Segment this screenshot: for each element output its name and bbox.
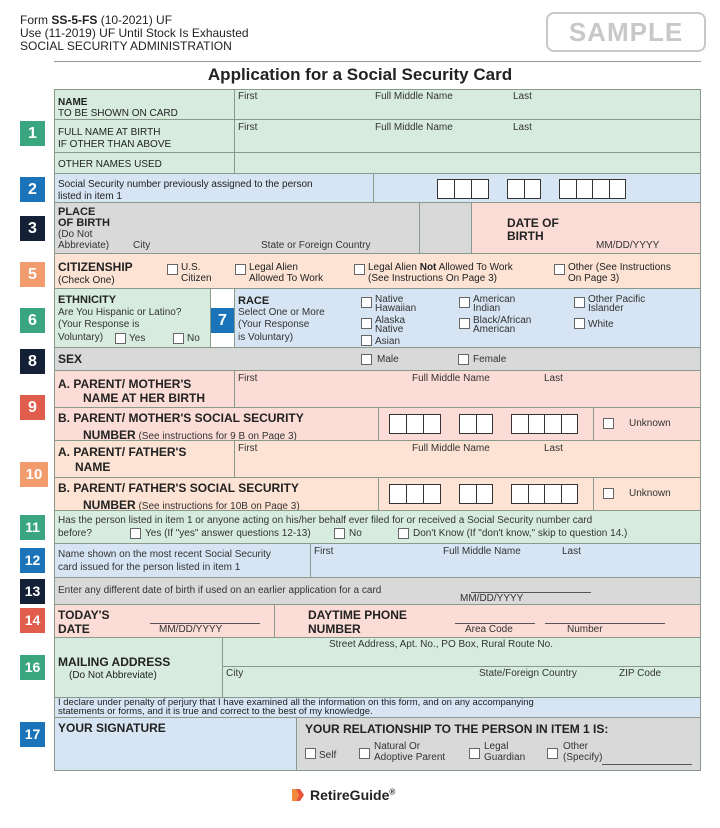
pob-city-label: City [133,240,151,251]
section-number-8: 8 [20,349,45,374]
last-label: Last [544,373,563,384]
race-american-indian-checkbox[interactable] [459,297,470,308]
hispanic-yes-checkbox[interactable] [115,333,126,344]
header-divider [54,61,701,62]
prior-no-label: No [349,528,362,539]
first-label: First [238,91,258,102]
ssn-part-1[interactable] [437,179,489,199]
ssn-part-2[interactable] [507,179,541,199]
area-code-label: Area Code [465,624,513,635]
prev-ssn-field[interactable] [373,173,701,203]
father-ssn-label-cell [54,477,379,511]
sex-row [54,347,701,371]
signature-field[interactable] [54,717,297,771]
mother-ssn-field[interactable] [378,407,701,441]
date-of-birth-field[interactable] [471,202,701,254]
legal-alien-work-checkbox[interactable] [235,264,246,275]
phone-number-label: Number [567,624,603,635]
name-label: NAME [58,97,88,108]
relationship-self-label: Self [319,750,337,761]
race-note-1: (Your Response [238,319,310,330]
prior-yes-checkbox[interactable] [130,528,141,539]
citizenship-sublabel: (Check One) [58,275,115,286]
different-dob-row[interactable] [54,577,701,605]
mother-ssn-unknown-label: Unknown [629,418,671,429]
race-instruction: Select One or More [238,307,325,318]
prev-ssn-label-cell [54,173,374,203]
street-address-field[interactable] [222,637,701,667]
name-on-card-field[interactable] [234,89,701,120]
form-title: Application for a Social Security Card [207,65,513,84]
legal-alien-no-work-checkbox[interactable] [354,264,365,275]
recent-card-name-label-1: Name shown on the most recent Social Security [58,549,271,560]
section-number-12: 12 [20,548,45,573]
relationship-self-checkbox[interactable] [305,748,316,759]
recent-card-name-field[interactable] [310,543,701,578]
street-address-label: Street Address, Apt. No., PO Box, Rural Route No. [329,639,553,650]
prior-dont-know-checkbox[interactable] [398,528,409,539]
pob-label-3: (Do Not [58,229,93,240]
relationship-parent-label-1: Natural Or [374,741,421,752]
relationship-other-label-1: Other [563,741,589,752]
sex-male-label: Male [377,354,399,365]
relationship-guardian-label-2: Guardian [484,752,526,763]
relationship-parent-checkbox[interactable] [359,748,370,759]
other-names-label-cell [54,152,235,174]
race-black-label-1: Black/African [473,315,532,326]
section-number-2: 2 [20,177,45,202]
section-number-9: 9 [20,395,45,420]
middle-label: Full Middle Name [443,546,521,557]
race-asian-label: Asian [375,336,401,347]
race-american-indian-label-1: American [473,294,516,305]
ethnicity-note-1: (Your Response is [58,319,140,330]
citizen-checkbox[interactable] [167,264,178,275]
section-number-16: 16 [20,655,45,680]
phone-label-1: DAYTIME PHONE [308,608,407,622]
mother-ssn-label-2: NUMBER (See instructions for 9 B on Page 3) [83,428,297,441]
father-ssn-field[interactable] [378,477,701,511]
father-ssn-label-1: B. PARENT/ FATHER'S SOCIAL SECURITY [58,481,299,495]
zip-label: ZIP Code [619,668,662,679]
hispanic-yes-label: Yes [129,333,146,344]
dob-format-label: MM/DD/YYYY [596,240,660,251]
prior-dont-know-label: Don't Know (If "don't know," skip to question 14.) [413,528,628,539]
race-pacific-islander-label-1: Other Pacific [588,294,646,305]
ethnicity-cell [54,288,211,348]
mailing-address-sublabel: (Do Not Abbreviate) [69,670,157,681]
race-pacific-islander-checkbox[interactable] [574,297,585,308]
city-label: City [226,668,244,679]
sample-stamp: SAMPLE [546,12,706,52]
form-id-line: Form SS-5-FS (10-2021) UF [20,13,173,27]
declaration-row [54,697,701,718]
declaration-line-1: I declare under penalty of perjury that I have examined all the information on this form, and on any accompanying [58,697,534,708]
mother-ssn-label-1: B. PARENT/ MOTHER'S SOCIAL SECURITY [58,411,304,425]
father-ssn-unknown-label: Unknown [629,488,671,499]
last-label: Last [513,122,532,133]
todays-date-format: MM/DD/YYYY [159,624,223,635]
father-ssn-part-3[interactable] [511,484,578,504]
race-asian-checkbox[interactable] [361,335,372,346]
middle-label: Full Middle Name [412,443,490,454]
sex-label: SEX [58,352,83,366]
father-ssn-unknown-checkbox[interactable] [603,488,614,499]
race-label: RACE [238,295,270,307]
different-dob-format: MM/DD/YYYY [460,593,524,604]
citizenship-label: CITIZENSHIP [58,260,133,274]
father-name-label-2: NAME [75,460,111,474]
section-number-14: 14 [20,608,45,633]
phone-field[interactable] [274,604,701,638]
prev-ssn-label-1: Social Security number previously assigned to the person [58,179,313,190]
mother-ssn-label-cell [54,407,379,441]
relationship-cell [296,717,701,771]
section-number-6: 6 [20,308,45,333]
mother-ssn-unknown-checkbox[interactable] [603,418,614,429]
sex-female-checkbox[interactable] [458,354,469,365]
citizen-label-1: U.S. [181,262,201,273]
registered-mark: ® [389,787,396,797]
agency-name: SOCIAL SECURITY ADMINISTRATION [20,39,232,53]
ssn-part-3[interactable] [559,179,626,199]
prev-ssn-label-2: listed in item 1 [58,191,122,202]
prior-yes-label: Yes (If "yes" answer questions 12-13) [145,528,311,539]
recent-card-name-label-2: card issued for the person listed in item 1 [58,562,241,573]
section-number-13: 13 [20,579,45,604]
race-pacific-islander-label-2: Islander [588,303,624,314]
prior-application-question: Has the person listed in item 1 or anyone acting on his/her behalf ever filed for or received a Social Security number card [58,515,593,526]
race-alaska-native-label-2: Native [375,324,404,335]
full-name-at-birth-field[interactable] [234,119,701,153]
section-number-7: 7 [210,308,235,333]
race-white-checkbox[interactable] [574,318,585,329]
other-citizenship-checkbox[interactable] [554,264,565,275]
race-american-indian-label-2: Indian [473,303,501,314]
mother-name-field[interactable] [234,370,701,408]
retireguide-logo-text: RetireGuide [310,787,390,803]
legal-alien-work-label-1: Legal Alien [249,262,298,273]
hispanic-no-label: No [187,333,200,344]
dob-label-2: BIRTH [507,229,544,243]
relationship-parent-label-2: Adoptive Parent [374,752,446,763]
mother-ssn-part-1[interactable] [389,414,441,434]
legal-alien-no-work-label-2: (See Instructions On Page 3) [368,273,497,284]
phone-number-line [545,623,665,624]
declaration-line-2: statements or forms, and it is true and correct to the best of my knowledge. [58,706,373,717]
mother-ssn-part-2[interactable] [459,414,493,434]
city-state-zip-field[interactable] [222,666,701,698]
todays-date-field[interactable] [54,604,275,638]
father-ssn-part-2[interactable] [459,484,493,504]
ethnicity-label: ETHNICITY [58,294,117,306]
state-label: State/Foreign Country [479,668,577,679]
first-label: First [238,122,258,133]
middle-label: Full Middle Name [412,373,490,384]
father-ssn-part-1[interactable] [389,484,441,504]
race-black-checkbox[interactable] [459,318,470,329]
mailing-address-label: MAILING ADDRESS [58,655,171,669]
relationship-other-line [602,764,692,765]
father-name-label-cell [54,440,235,478]
pob-spacer [419,202,472,254]
mother-name-label-cell [54,370,235,408]
section-number-5: 5 [20,262,45,287]
sex-male-checkbox[interactable] [361,354,372,365]
relationship-other-checkbox[interactable] [547,748,558,759]
retireguide-logo-icon [290,787,306,803]
race-white-label: White [588,319,614,330]
last-label: Last [562,546,581,557]
todays-date-label-1: TODAY'S [58,608,110,622]
pob-label-4: Abbreviate) [58,240,110,251]
first-label: First [238,373,258,384]
mailing-address-label-cell [54,637,223,698]
race-alaska-native-label-1: Alaska [375,315,406,326]
sex-female-label: Female [473,354,507,365]
race-note-2: is Voluntary) [238,332,294,343]
race-cell [234,288,701,348]
race-black-label-2: American [473,324,516,335]
phone-label-2: NUMBER [308,622,361,636]
mother-name-label-2: NAME AT HER BIRTH [83,391,205,405]
place-of-birth-field[interactable] [54,202,420,254]
ethnicity-question: Are You Hispanic or Latino? [58,307,182,318]
father-name-label-1: A. PARENT/ FATHER'S [58,445,187,459]
other-names-label: OTHER NAMES USED [58,159,162,170]
citizenship-row [54,253,701,289]
prior-application-row [54,510,701,544]
name-label-cell [54,89,235,120]
race-native-hawaiian-checkbox[interactable] [361,297,372,308]
other-citizenship-label-2: On Page 3) [568,273,620,284]
section-number-11: 11 [20,515,45,540]
last-label: Last [513,91,532,102]
signature-label: YOUR SIGNATURE [58,721,166,735]
ethnicity-note-2: Voluntary) [58,332,104,343]
unknown-divider [593,478,594,511]
other-names-field[interactable] [234,152,701,174]
father-name-field[interactable] [234,440,701,478]
name-sublabel: TO BE SHOWN ON CARD [58,108,178,119]
last-label: Last [544,443,563,454]
citizen-label-2: Citizen [181,273,212,284]
prior-application-before: before? [58,528,92,539]
pob-label-1: PLACE [58,206,96,218]
relationship-label: YOUR RELATIONSHIP TO THE PERSON IN ITEM 1 IS: [305,722,609,736]
race-native-hawaiian-label-1: Native [375,294,404,305]
section-number-1: 1 [20,121,45,146]
birth-name-label-cell [54,119,235,153]
todays-date-label-2: DATE [58,622,90,636]
section-number-3: 3 [20,216,45,241]
pob-label-2: OF BIRTH [58,217,110,229]
middle-label: Full Middle Name [375,122,453,133]
dob-label-1: DATE OF [507,216,559,230]
birth-name-label-1: FULL NAME AT BIRTH [58,127,161,138]
relationship-other-label-2: (Specify) [563,752,603,763]
race-native-hawaiian-label-2: Hawaiian [375,303,417,314]
retireguide-logo [290,787,395,803]
birth-name-label-2: IF OTHER THAN ABOVE [58,139,172,150]
mother-ssn-part-3[interactable] [511,414,578,434]
pob-state-label: State or Foreign Country [261,240,371,251]
prior-no-checkbox[interactable] [334,528,345,539]
first-label: First [314,546,334,557]
recent-card-name-label-cell [54,543,311,578]
hispanic-no-checkbox[interactable] [173,333,184,344]
mother-name-label-1: A. PARENT/ MOTHER'S [58,377,192,391]
relationship-guardian-label-1: Legal [484,741,509,752]
form-stock-line: Use (11-2019) UF Until Stock Is Exhausted [20,26,249,40]
father-ssn-label-2: NUMBER (See instructions for 10B on Page 3) [83,498,300,511]
first-label: First [238,443,258,454]
legal-alien-no-work-label-1: Legal Alien Not Allowed To Work [368,262,513,273]
different-dob-label: Enter any different date of birth if used on an earlier application for a card [58,585,382,596]
middle-label: Full Middle Name [375,91,453,102]
section-number-10: 10 [20,462,48,487]
other-citizenship-label-1: Other (See Instructions [568,262,671,273]
unknown-divider [593,408,594,441]
section-number-17: 17 [20,722,45,747]
form-header [20,14,249,53]
race-alaska-native-checkbox[interactable] [361,318,372,329]
relationship-guardian-checkbox[interactable] [469,748,480,759]
legal-alien-work-label-2: Allowed To Work [249,273,324,284]
